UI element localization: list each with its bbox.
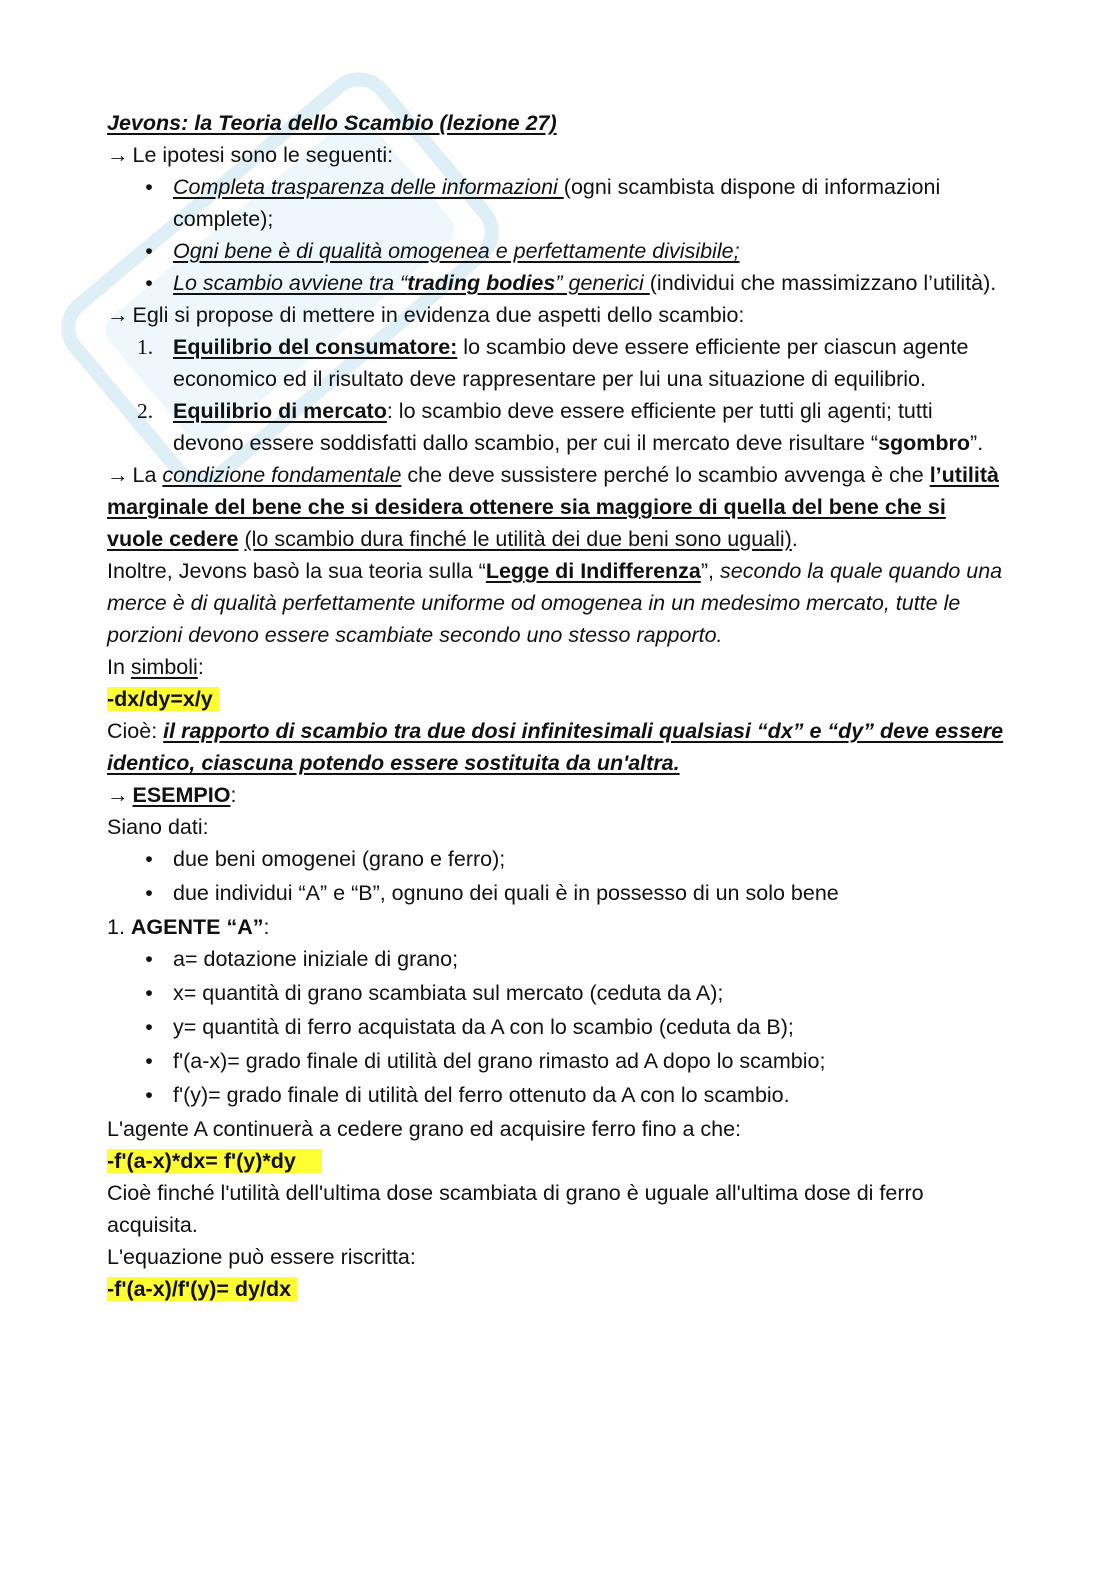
given-list <box>107 843 1007 911</box>
list-item: • f'(y)= grado finale di utilità del ferro ottenuto da A con lo scambio. <box>145 1083 790 1107</box>
document-page <box>107 107 1007 1305</box>
cioe2-paragraph: Cioè finché l'utilità dell'ultima dose scambiata di grano è uguale all'ultima dose di ferro acquisita. <box>107 1181 924 1237</box>
list-item: • Ogni bene è di qualità omogenea e perfettamente divisibile; <box>145 239 740 263</box>
law-paragraph: Inoltre, Jevons basò la sua teoria sulla “Legge di Indifferenza”, secondo la quale quando una merce è di qualità perfettamente uniforme od omogenea in un medesimo mercato, tutte le porzioni devono essere scambiate secondo uno stesso rapporto. <box>107 559 1003 647</box>
intro-line-2: → Egli si propose di mettere in evidenza due aspetti dello scambio: <box>107 303 745 327</box>
list-item: • a= dotazione iniziale di grano; <box>145 947 459 971</box>
list-item: • x= quantità di grano scambiata sul mercato (ceduta da A); <box>145 981 724 1005</box>
list-item: 2. Equilibrio di mercato: lo scambio deve essere efficiente per tutti gli agenti; tutti devono essere soddisfatti dallo scambio, per cui il mercato deve risultare “sgombro”. <box>137 399 984 455</box>
hypotheses-list <box>107 171 1007 299</box>
formula-2: -f'(a-x)*dx= f'(y)*dy <box>107 1145 1007 1177</box>
doc-title: Jevons: la Teoria dello Scambio (lezione 27) <box>107 111 557 135</box>
list-item: • y= quantità di ferro acquistata da A con lo scambio (ceduta da B); <box>145 1015 794 1039</box>
equilibrium-list <box>107 331 1007 459</box>
symbols-line: In simboli: <box>107 655 204 679</box>
list-item: • Completa trasparenza delle informazioni (ogni scambista dispone di informazioni complete); <box>145 175 941 231</box>
given-intro: Siano dati: <box>107 815 209 839</box>
list-item: • due individui “A” e “B”, ognuno dei quali è in possesso di un solo bene <box>145 881 839 905</box>
cioe-paragraph: Cioè: il rapporto di scambio tra due dosi infinitesimali qualsiasi “dx” e “dy” deve essere identico, ciascuna potendo essere sostituita da un'altra. <box>107 719 1004 775</box>
list-item: • due beni omogenei (grano e ferro); <box>145 847 506 871</box>
condition-paragraph: → La condizione fondamentale che deve sussistere perché lo scambio avvenga è che l’utilità marginale del bene che si desidera ottenere sia maggiore di quella del bene che si vuole cedere (lo scambio dura finché le utilità dei due beni sono uguali). <box>107 463 999 551</box>
continue-line: L'agente A continuerà a cedere grano ed acquisire ferro fino a che: <box>107 1117 742 1141</box>
rewrite-line: L'equazione può essere riscritta: <box>107 1245 416 1269</box>
formula-1: -dx/dy=x/y <box>107 683 1007 715</box>
list-item: • Lo scambio avviene tra “trading bodies” generici (individui che massimizzano l’utilità). <box>145 271 997 295</box>
formula-3: -f'(a-x)/f'(y)= dy/dx <box>107 1273 1007 1305</box>
agent-heading: 1. AGENTE “A”: <box>107 915 270 939</box>
list-item: • f'(a-x)= grado finale di utilità del grano rimasto ad A dopo lo scambio; <box>145 1049 826 1073</box>
example-heading: → ESEMPIO: <box>107 783 237 807</box>
definitions-list <box>107 943 1007 1113</box>
list-item: 1. Equilibrio del consumatore: lo scambio deve essere efficiente per ciascun agente economico ed il risultato deve rappresentare per lui una situazione di equilibrio. <box>137 335 969 391</box>
intro-line-1: → Le ipotesi sono le seguenti: <box>107 143 394 167</box>
